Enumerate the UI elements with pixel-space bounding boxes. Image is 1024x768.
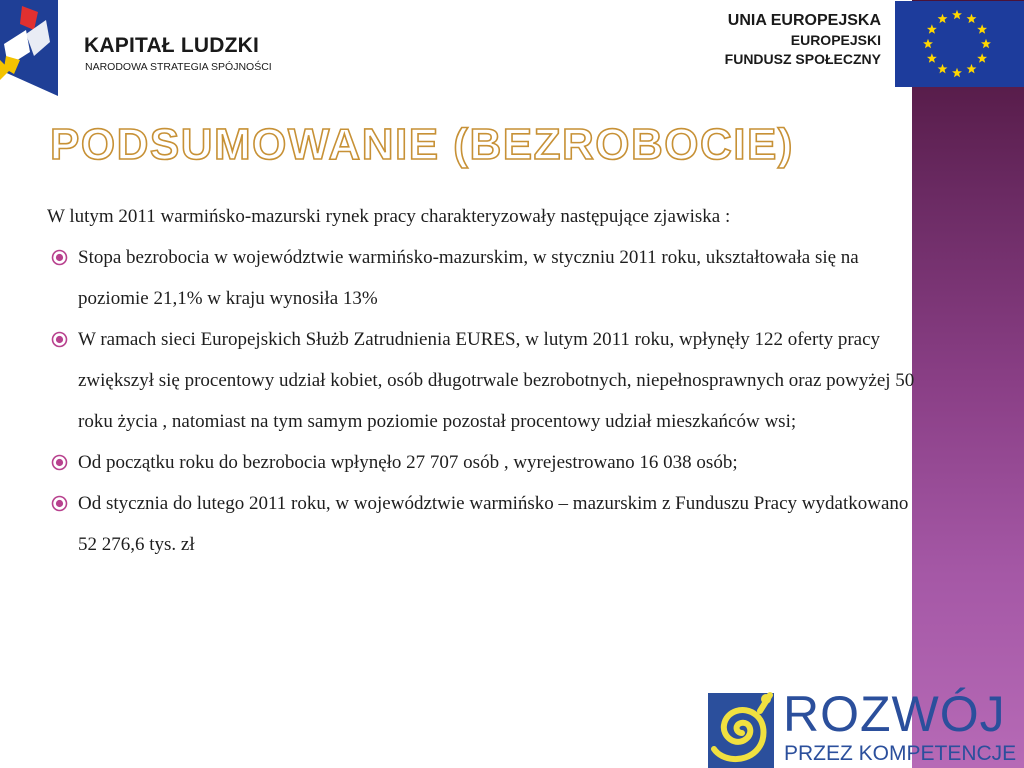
bullet-item <box>47 442 917 483</box>
bullet-item <box>47 237 917 319</box>
slide-title: PODSUMOWANIE (BEZROBOCIE) <box>50 120 794 169</box>
eu-flag-icon <box>895 1 1024 87</box>
intro-text: W lutym 2011 warmińsko-mazurski rynek pracy charakteryzowały następujące zjawiska : <box>47 206 731 227</box>
eu-line-3: FUNDUSZ SPOŁECZNY <box>724 51 881 67</box>
rozwoj-title: ROZWÓJ <box>783 686 1006 742</box>
kapital-ludzki-logo-icon <box>0 0 62 98</box>
eu-line-2: EUROPEJSKI <box>790 32 881 48</box>
bullet-text: Od stycznia do lutego 2011 roku, w województwie warmińsko – mazurskim z Funduszu Pracy wydatkowano 52 276,6 tys. zł <box>78 493 909 555</box>
radio-bullet-icon <box>51 331 68 348</box>
bullet-text: Od początku roku do bezrobocia wpłynęło 27 707 osób , wyrejestrowano 16 038 osób; <box>78 452 738 473</box>
bullet-text: W ramach sieci Europejskich Służb Zatrudnienia EURES, w lutym 2011 roku, wpłynęły 122 oferty pracy zwiększył się procentowy udział kobiet, osób długotrwale bezrobotnych, niepełnosprawnych oraz powyżej 50 roku życia , natomiast na tym samym poziomie pozostał procentowy udział mieszkańców wsi; <box>78 329 915 432</box>
bullet-text: Stopa bezrobocia w województwie warmińsko-mazurskim, w styczniu 2011 roku, ukształtowała się na poziomie 21,1% w kraju wynosiła 13% <box>78 247 859 309</box>
rozwoj-swirl-icon <box>708 689 780 768</box>
bullet-item <box>47 483 917 565</box>
side-band-decoration <box>912 0 1024 768</box>
radio-bullet-icon <box>51 249 68 266</box>
slide-content <box>47 196 917 565</box>
bullet-list <box>47 237 917 565</box>
kapital-ludzki-subtitle: NARODOWA STRATEGIA SPÓJNOŚCI <box>85 61 272 73</box>
radio-bullet-icon <box>51 454 68 471</box>
kapital-ludzki-title: KAPITAŁ LUDZKI <box>84 34 260 57</box>
radio-bullet-icon <box>51 495 68 512</box>
rozwoj-subtitle: PRZEZ KOMPETENCJE <box>784 742 1017 765</box>
bullet-item <box>47 319 917 442</box>
eu-fund-label <box>725 10 881 69</box>
eu-line-1: UNIA EUROPEJSKA <box>727 12 881 29</box>
